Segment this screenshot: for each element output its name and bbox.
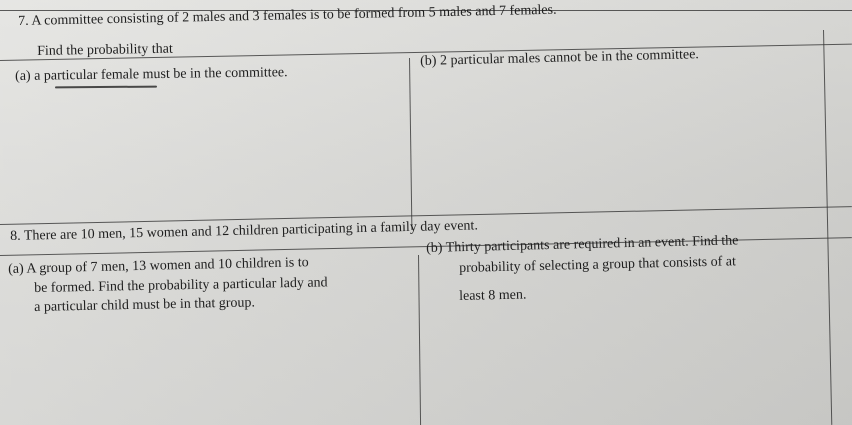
question-8a-line-2: be formed. Find the probability a particular lady and <box>34 275 328 296</box>
question-7b-text: (b) 2 particular males cannot be in the committee. <box>420 47 700 69</box>
right-border <box>823 30 832 425</box>
question-8a-line-3: a particular child must be in that group. <box>34 295 256 315</box>
question-7a-text: (a) a particular female must be in the committee. <box>15 65 288 84</box>
underline-particular-female <box>55 86 157 89</box>
question-8b-line-2: probability of selecting a group that consists of at <box>459 254 737 276</box>
question-7-subprompt: Find the probability that <box>37 41 173 59</box>
question-7-stem: 7. A committee consisting of 2 males and 3 females is to be formed from 5 males and 7 females. <box>18 2 557 29</box>
question-8a-line-1: (a) A group of 7 men, 13 women and 10 children is to <box>8 255 309 277</box>
question-8b-line-3: least 8 men. <box>459 287 527 304</box>
question-8b-line-1: (b) Thirty participants are required in an event. Find the <box>426 233 739 256</box>
question-8-stem: 8. There are 10 men, 15 women and 12 children participating in a family day event. <box>10 218 479 244</box>
q7-vertical-divider <box>409 58 412 230</box>
q8-vertical-divider <box>418 255 421 425</box>
